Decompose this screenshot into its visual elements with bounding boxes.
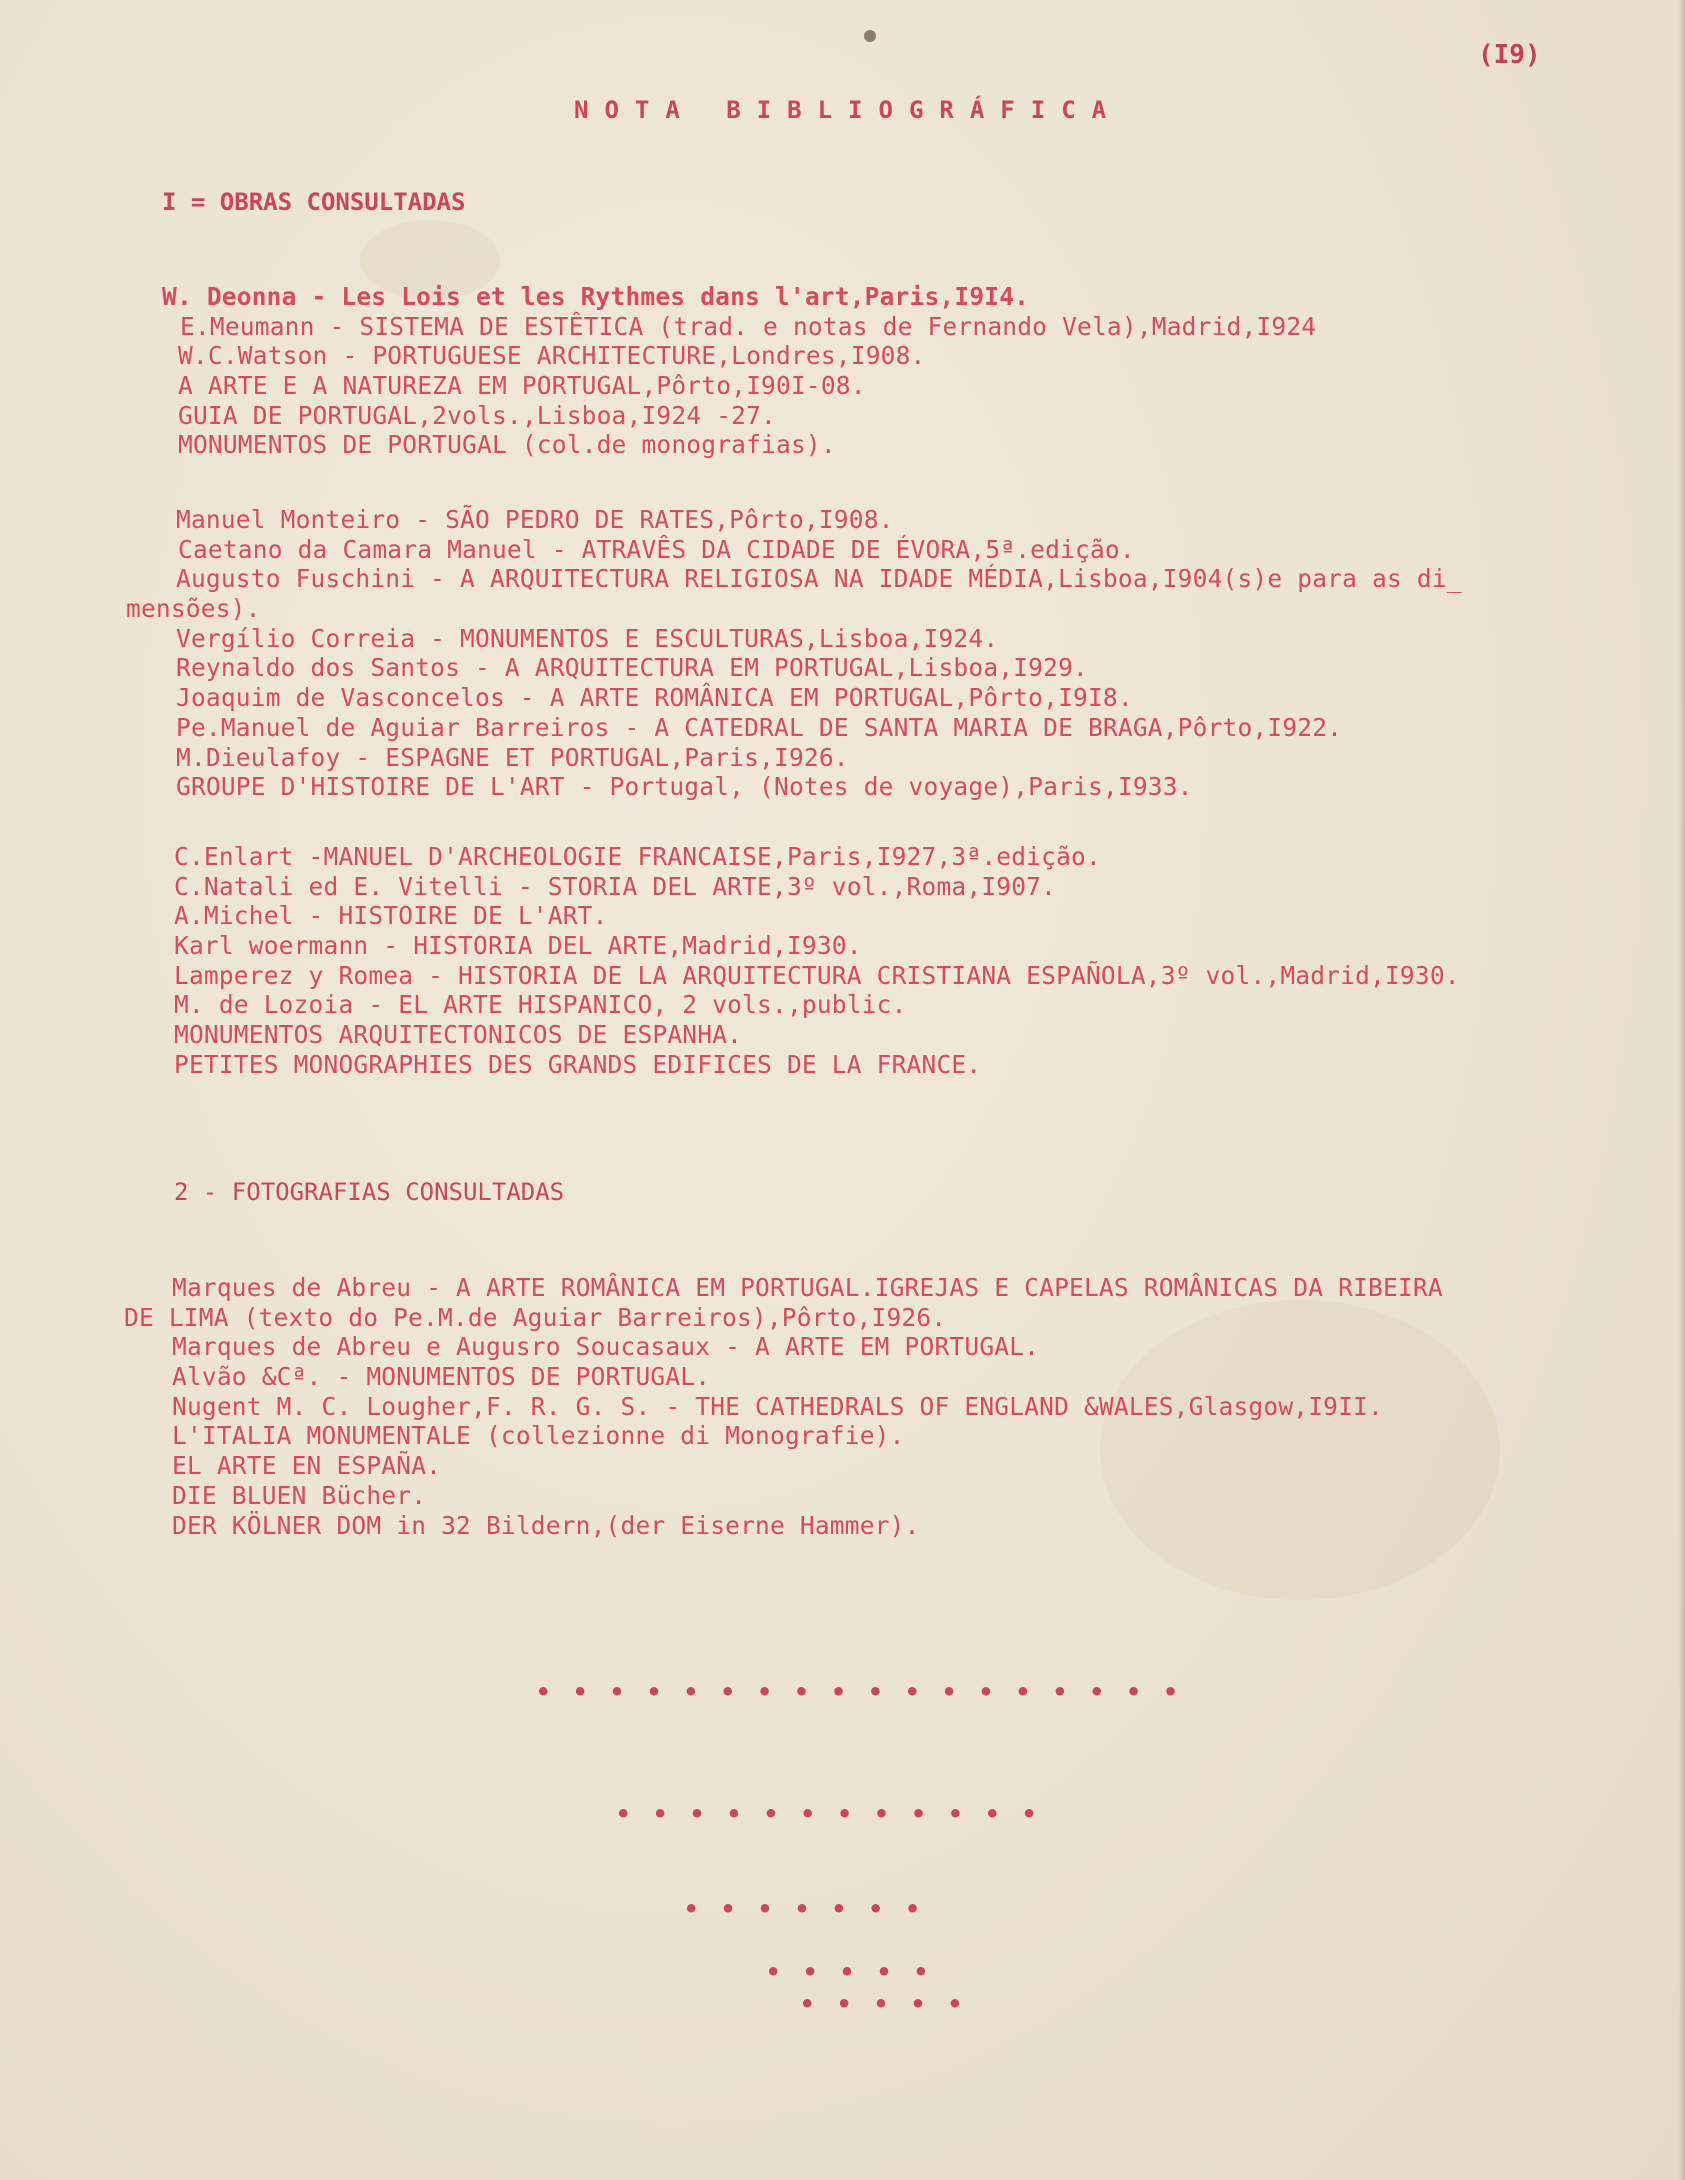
photo-source-entry: EL ARTE EN ESPAÑA.	[172, 1451, 442, 1481]
bibliography-entry: Augusto Fuschini - A ARQUITECTURA RELIGIOSA NA IDADE MÉDIA,Lisboa,I904(s)e para as di_	[176, 564, 1462, 594]
bibliography-entry-continuation: mensões).	[126, 594, 261, 624]
bibliography-entry: A ARTE E A NATUREZA EM PORTUGAL,Pôrto,I90I-08.	[178, 371, 866, 401]
dot-row-2: • • • • • • • • • • • •	[616, 1800, 1041, 1828]
photo-source-entry: Alvão &Cª. - MONUMENTOS DE PORTUGAL.	[172, 1362, 711, 1392]
bibliography-entry: C.Natali ed E. Vitelli - STORIA DEL ARTE,3º vol.,Roma,I907.	[174, 871, 1057, 901]
bibliography-entry: M.Dieulafoy - ESPAGNE ET PORTUGAL,Paris,I926.	[176, 742, 849, 772]
dot-row-5: • • • • •	[800, 1990, 967, 2018]
bibliography-entry: Joaquim de Vasconcelos - A ARTE ROMÂNICA EM PORTUGAL,Pôrto,I9I8.	[176, 683, 1133, 713]
bibliography-entry: A.Michel - HISTOIRE DE L'ART.	[174, 901, 608, 931]
section-heading-obras: I = OBRAS CONSULTADAS	[162, 188, 466, 216]
bibliography-entry: M. de Lozoia - EL ARTE HISPANICO, 2 vols.,public.	[174, 990, 907, 1020]
photo-source-entry: DER KÖLNER DOM in 32 Bildern,(der Eiserne Hammer).	[172, 1510, 920, 1540]
bibliography-entry: MONUMENTOS ARQUITECTONICOS DE ESPANHA.	[174, 1020, 743, 1050]
punch-hole-icon	[864, 30, 876, 42]
bibliography-entry: GROUPE D'HISTOIRE DE L'ART - Portugal, (Notes de voyage),Paris,I933.	[176, 772, 1193, 802]
bibliography-entry: W.C.Watson - PORTUGUESE ARCHITECTURE,Londres,I908.	[178, 341, 926, 371]
bibliography-entry: W. Deonna - Les Lois et les Rythmes dans l'art,Paris,I9I4.	[162, 282, 1030, 311]
photo-source-entry: Nugent M. C. Lougher,F. R. G. S. - THE CATHEDRALS OF ENGLAND &WALES,Glasgow,I9II.	[172, 1391, 1383, 1421]
bibliography-group-1	[162, 282, 1316, 460]
bibliography-entry: Lamperez y Romea - HISTORIA DE LA ARQUITECTURA CRISTIANA ESPAÑOLA,3º vol.,Madrid,I930.	[174, 960, 1460, 990]
bibliography-entry: GUIA DE PORTUGAL,2vols.,Lisboa,I924 -27.	[178, 400, 777, 430]
section-heading-fotografias: 2 - FOTOGRAFIAS CONSULTADAS	[174, 1178, 565, 1206]
bibliography-entry: PETITES MONOGRAPHIES DES GRANDS EDIFICES DE LA FRANCE.	[174, 1049, 982, 1079]
dot-row-1: • • • • • • • • • • • • • • • • • •	[536, 1678, 1182, 1706]
bibliography-entry: Reynaldo dos Santos - A ARQUITECTURA EM PORTUGAL,Lisboa,I929.	[176, 653, 1088, 683]
bibliography-entry: C.Enlart -MANUEL D'ARCHEOLOGIE FRANCAISE,Paris,I927,3ª.edição.	[174, 842, 1101, 871]
photo-source-entry-continuation: DE LIMA (texto do Pe.M.de Aguiar Barreiros),Pôrto,I926.	[124, 1302, 947, 1332]
page-edge-shadow	[1679, 0, 1685, 2180]
photo-source-entry: Marques de Abreu - A ARTE ROMÂNICA EM PORTUGAL.IGREJAS E CAPELAS ROMÂNICAS DA RIBEIRA	[172, 1273, 1443, 1302]
bibliography-group-3	[174, 842, 1460, 1080]
bibliography-entry: MONUMENTOS DE PORTUGAL (col.de monografias).	[178, 430, 836, 460]
photo-source-entry: DIE BLUEN Bücher.	[172, 1480, 427, 1510]
bibliography-entry: E.Meumann - SISTEMA DE ESTÊTICA (trad. e notas de Fernando Vela),Madrid,I924	[180, 311, 1317, 341]
photo-source-entry: L'ITALIA MONUMENTALE (collezionne di Monografie).	[172, 1421, 905, 1451]
page-title: NOTA BIBLIOGRÁFICA	[574, 96, 1123, 124]
photo-sources-list	[124, 1273, 1443, 1540]
bibliography-group-2	[126, 505, 1462, 802]
bibliography-entry: Manuel Monteiro - SÃO PEDRO DE RATES,Pôrto,I908.	[176, 505, 894, 534]
bibliography-entry: Vergílio Correia - MONUMENTOS E ESCULTURAS,Lisboa,I924.	[176, 623, 999, 653]
dot-row-4: • • • • •	[766, 1958, 933, 1986]
bibliography-entry: Karl woermann - HISTORIA DEL ARTE,Madrid,I930.	[174, 931, 862, 961]
photo-source-entry: Marques de Abreu e Augusro Soucasaux - A ARTE EM PORTUGAL.	[172, 1332, 1040, 1362]
bibliography-entry: Caetano da Camara Manuel - ATRAVÊS DA CIDADE DE ÉVORA,5ª.edição.	[178, 534, 1135, 564]
page-number: (I9)	[1478, 40, 1541, 70]
bibliography-entry: Pe.Manuel de Aguiar Barreiros - A CATEDRAL DE SANTA MARIA DE BRAGA,Pôrto,I922.	[176, 712, 1343, 742]
dot-row-3: • • • • • • •	[684, 1895, 924, 1923]
